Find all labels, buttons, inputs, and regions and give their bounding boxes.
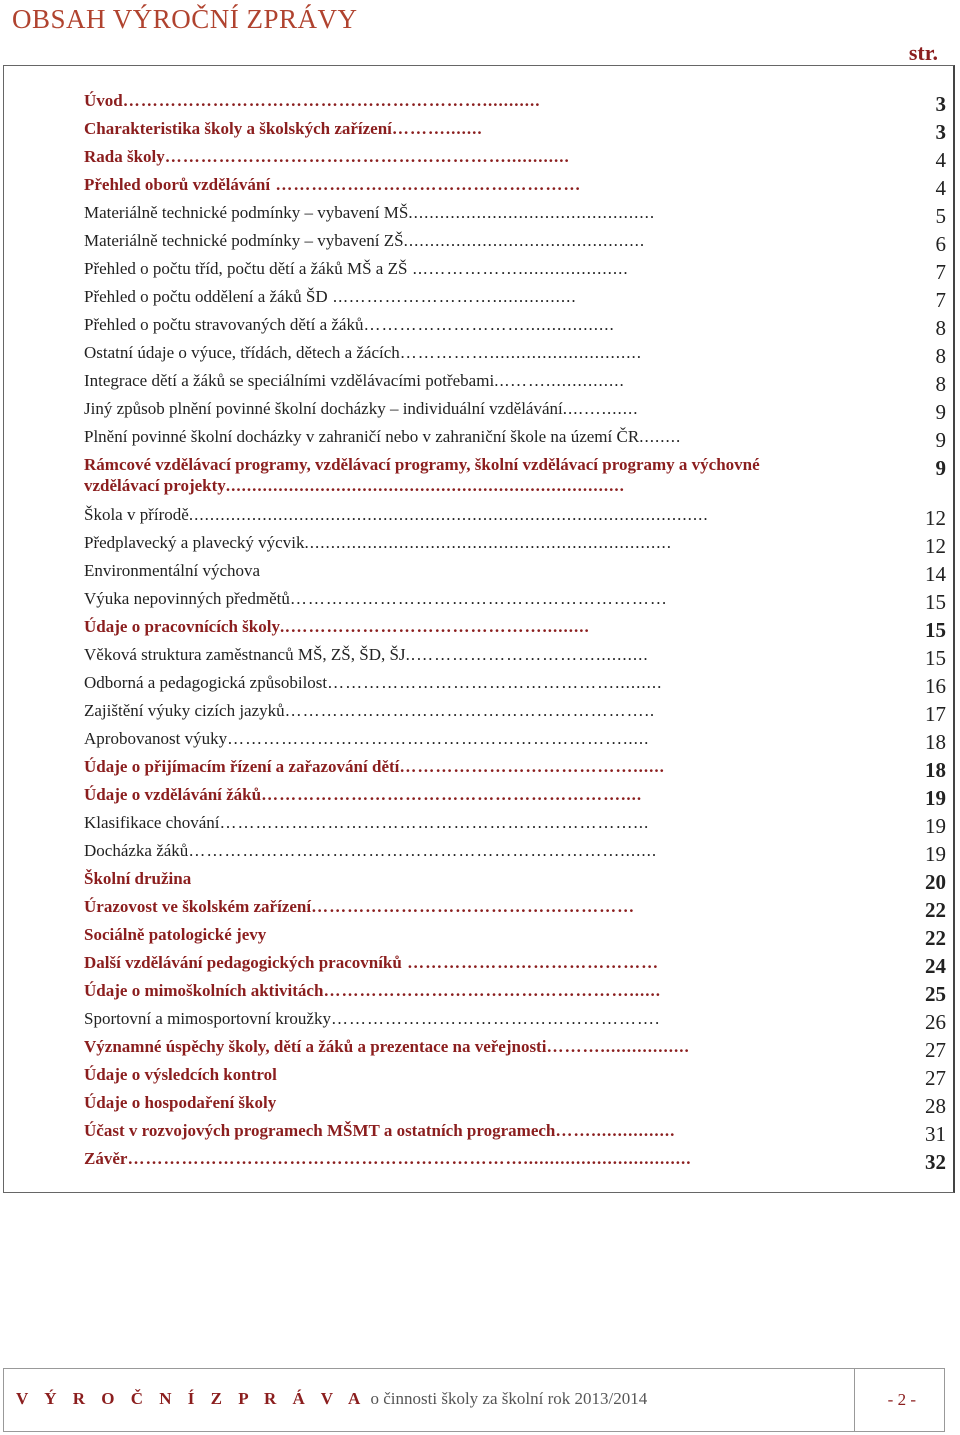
toc-entry-leader: ..…………………………..........	[405, 645, 649, 664]
toc-entry-label: Údaje o vzdělávání žáků	[84, 785, 262, 804]
toc-entry-title	[84, 146, 819, 167]
toc-entry[interactable]	[84, 258, 946, 286]
toc-entry-leader: ……………………………………………………....	[261, 785, 643, 804]
toc-entry-leader: ……………………………………………………………...	[219, 813, 650, 832]
toc-entry-label: Údaje o přijímacím řízení a zařazování dětí	[84, 757, 400, 776]
toc-entry-leader: ............................................................................	[225, 476, 625, 495]
footer-report-title: V Ý R O Č N Í Z P R Á V A	[16, 1389, 367, 1408]
toc-entry[interactable]	[84, 314, 946, 342]
toc-entry-title	[84, 258, 819, 279]
toc-entry-leader: ……….................	[546, 1037, 690, 1056]
toc-entry-title	[84, 728, 819, 749]
toc-entry-label: Výuka nepovinných předmětů	[84, 589, 290, 608]
toc-entry-leader: ……………………………………………......	[323, 981, 661, 1000]
toc-entry-label: Údaje o pracovnících školy	[84, 617, 280, 636]
toc-entry[interactable]	[84, 342, 946, 370]
toc-entry-title	[84, 700, 819, 721]
toc-entry-label: Sportovní a mimosportovní kroužky	[84, 1009, 331, 1028]
toc-entry-title	[84, 532, 819, 553]
toc-entry-title	[84, 924, 819, 945]
toc-entry[interactable]	[84, 286, 946, 314]
toc-entry-title	[84, 504, 819, 525]
toc-entry[interactable]	[84, 504, 946, 532]
toc-entry-page: 16	[925, 674, 946, 698]
toc-entry-label: Úrazovost ve školském zařízení	[84, 897, 312, 916]
toc-entry-title	[84, 812, 819, 833]
toc-entry-label: Přehled o počtu oddělení a žáků ŠD	[84, 287, 328, 306]
toc-entry[interactable]	[84, 868, 946, 896]
toc-entry-page: 32	[925, 1150, 946, 1174]
toc-entry[interactable]	[84, 560, 946, 588]
toc-entry-title	[84, 868, 819, 889]
toc-entry-title	[84, 672, 819, 693]
toc-entry-leader: ..............................................	[403, 231, 646, 250]
toc-entry-label: Rada školy	[84, 147, 165, 166]
toc-entry-page: 8	[935, 316, 946, 340]
toc-entry-page: 14	[925, 562, 946, 586]
toc-entry-title	[84, 1120, 819, 1141]
toc-entry[interactable]	[84, 90, 946, 118]
toc-entry-page: 19	[925, 814, 946, 838]
toc-entry-title	[84, 426, 819, 447]
toc-entry-label: Údaje o mimoškolních aktivitách	[84, 981, 324, 1000]
toc-entry-leader: …………………………………………………………................................	[127, 1149, 692, 1168]
toc-entry-title	[84, 314, 819, 335]
toc-entry-page: 6	[935, 232, 946, 256]
toc-entry-title	[84, 980, 819, 1001]
toc-entry[interactable]	[84, 588, 946, 616]
toc-entry-label: Plnění povinné školní docházky v zahraničí nebo v zahraniční škole na území ČR	[84, 427, 640, 446]
toc-entry[interactable]	[84, 1120, 946, 1148]
toc-entry-page: 4	[935, 148, 946, 172]
toc-entry-leader: ……………………….................	[363, 315, 615, 334]
toc-entry-page: 25	[925, 982, 946, 1006]
toc-entry-page: 12	[925, 506, 946, 530]
toc-entry-label: Věková struktura zaměstnanců MŠ, ZŠ, ŠD, ŠJ	[84, 645, 406, 664]
footer-label	[16, 1389, 647, 1409]
toc-entry[interactable]	[84, 980, 946, 1008]
toc-entry-title	[84, 230, 819, 251]
toc-entry-label: Účast v rozvojových programech MŠMT a ostatních programech	[84, 1121, 556, 1140]
toc-entry-label: Aprobovanost výuky	[84, 729, 228, 748]
toc-entry[interactable]	[84, 1148, 946, 1176]
toc-entry-title	[84, 840, 819, 861]
toc-entry-leader: ……….......	[391, 119, 483, 138]
toc-entry-leader: ……………………………………………	[270, 175, 582, 194]
toc-entry-page: 19	[925, 786, 946, 810]
toc-entry-leader: ………………………………………………	[311, 897, 636, 916]
toc-entry-label: Environmentální výchova	[84, 561, 261, 580]
toc-entry-page: 15	[925, 646, 946, 670]
toc-entry-page: 9	[935, 428, 946, 452]
toc-entry-label: Materiálně technické podmínky – vybavení MŠ	[84, 203, 409, 222]
toc-entry-page: 9	[935, 456, 946, 480]
toc-entry[interactable]	[84, 812, 946, 840]
toc-entry-label: Další vzdělávání pedagogických pracovníků	[84, 953, 402, 972]
toc-entry-title	[84, 202, 819, 223]
toc-entry-page: 8	[935, 344, 946, 368]
toc-entry-title	[84, 1148, 819, 1169]
toc-entry[interactable]	[84, 700, 946, 728]
toc-entry[interactable]	[84, 616, 946, 644]
toc-entry-label: Charakteristika školy a školských zařízení	[84, 119, 392, 138]
toc-entry-label: Závěr	[84, 1149, 128, 1168]
toc-entry[interactable]	[84, 1092, 946, 1120]
toc-entry-label: Docházka žáků	[84, 841, 189, 860]
toc-entry-label: Ostatní údaje o výuce, třídách, dětech a žácích	[84, 343, 400, 362]
toc-entry-label: Školní družina	[84, 869, 192, 888]
toc-entry[interactable]	[84, 896, 946, 924]
toc-entry-title	[84, 588, 819, 609]
toc-entry[interactable]	[84, 924, 946, 952]
toc-entry-page: 15	[925, 590, 946, 614]
toc-entry-title	[84, 756, 819, 777]
toc-entry-label: Přehled o počtu tříd, počtu dětí a žáků MŠ a ZŠ	[84, 259, 408, 278]
toc-entry-label: Přehled o počtu stravovaných dětí a žáků	[84, 315, 364, 334]
toc-entry-leader: ...…………….....................	[407, 259, 629, 278]
toc-entry-page: 12	[925, 534, 946, 558]
toc-entry-title	[84, 454, 819, 496]
toc-entry[interactable]	[84, 202, 946, 230]
toc-entry-title	[84, 616, 819, 637]
toc-entry-leader: ...............................................	[408, 203, 656, 222]
toc-entry-title	[84, 90, 819, 111]
toc-entry-leader: …………….............................	[399, 343, 643, 362]
toc-entry-page: 3	[935, 92, 946, 116]
toc-entry[interactable]	[84, 784, 946, 812]
toc-entry-label: Materiálně technické podmínky – vybavení ZŠ	[84, 231, 404, 250]
toc-entry-title	[84, 370, 819, 391]
toc-entry-label: Integrace dětí a žáků se speciálními vzdělávacími potřebami	[84, 371, 495, 390]
toc-entry-page: 22	[925, 926, 946, 950]
toc-entry-page: 28	[925, 1094, 946, 1118]
toc-entry-page: 24	[925, 954, 946, 978]
toc-entry[interactable]	[84, 454, 946, 504]
toc-entry[interactable]	[84, 398, 946, 426]
toc-entry-page: 27	[925, 1066, 946, 1090]
toc-entry-page: 8	[935, 372, 946, 396]
toc-entry[interactable]	[84, 1064, 946, 1092]
toc-entry-page: 18	[925, 758, 946, 782]
toc-entry[interactable]	[84, 146, 946, 174]
toc-entry-title	[84, 1036, 819, 1057]
footer	[3, 1368, 945, 1432]
toc-entry-page: 26	[925, 1010, 946, 1034]
toc-entry-leader: ……………………………………………………………….......	[188, 841, 658, 860]
toc-entry-leader: ....….......	[562, 399, 639, 418]
toc-entry-label: Odborná a pedagogická způsobilost	[84, 673, 328, 692]
toc-entry-page: 17	[925, 702, 946, 726]
toc-entry-title	[84, 1092, 819, 1113]
toc-entry-leader: ........	[639, 427, 682, 446]
toc-entry-label: Předplavecký a plavecký výcvik	[84, 533, 305, 552]
toc-entry-page: 7	[935, 288, 946, 312]
toc-entry-page: 7	[935, 260, 946, 284]
toc-entry-title	[84, 1008, 819, 1029]
toc-entry-title	[84, 560, 819, 581]
toc-entry-leader: ……………………………………………………..	[284, 701, 656, 720]
page-column-label: str.	[908, 40, 938, 65]
toc-entry[interactable]	[84, 840, 946, 868]
toc-entry-page: 4	[935, 176, 946, 200]
toc-entry-label: Sociálně patologické jevy	[84, 925, 267, 944]
toc-entry[interactable]	[84, 426, 946, 454]
toc-entry-title	[84, 286, 819, 307]
toc-entry[interactable]	[84, 952, 946, 980]
toc-entry-label: Škola v přírodě	[84, 505, 189, 524]
toc-entry-page: 9	[935, 400, 946, 424]
toc-entry-title	[84, 1064, 819, 1085]
toc-list	[84, 90, 946, 1176]
toc-entry-title	[84, 784, 819, 805]
toc-entry[interactable]	[84, 672, 946, 700]
toc-entry-page: 5	[935, 204, 946, 228]
toc-entry-page: 18	[925, 730, 946, 754]
toc-entry-title	[84, 896, 819, 917]
toc-entry-label: Zajištění výuky cizích jazyků	[84, 701, 285, 720]
toc-entry-page: 20	[925, 870, 946, 894]
toc-entry-leader: ...……...............	[494, 371, 625, 390]
footer-divider	[854, 1369, 855, 1431]
toc-entry-page: 15	[925, 618, 946, 642]
toc-entry-label: Klasifikace chování	[84, 813, 220, 832]
toc-entry-leader: ……………………………………	[401, 953, 660, 972]
toc-entry[interactable]	[84, 230, 946, 258]
toc-entry-title	[84, 174, 819, 195]
toc-entry[interactable]	[84, 174, 946, 202]
toc-entry-leader: ..…………………………………….........	[279, 617, 590, 636]
toc-entry[interactable]	[84, 370, 946, 398]
toc-entry-page: 22	[925, 898, 946, 922]
toc-entry-title	[84, 342, 819, 363]
page-title: OBSAH VÝROČNÍ ZPRÁVY	[12, 4, 358, 34]
toc-entry-leader: ……................	[555, 1121, 676, 1140]
toc-entry-label: Rámcové vzdělávací programy, vzdělávací programy, školní vzdělávací programy a výchovné vzdělávací projekty	[84, 455, 760, 495]
toc-entry-leader: ………………………………………………………	[289, 589, 668, 608]
toc-entry-leader: ……………………………………………….	[330, 1009, 661, 1028]
toc-entry-title	[84, 118, 819, 139]
toc-entry[interactable]	[84, 1008, 946, 1036]
toc-entry-page: 27	[925, 1038, 946, 1062]
toc-entry-leader: ......................................................................	[304, 533, 672, 552]
toc-box	[3, 65, 955, 1193]
toc-entry-leader: ……………………………………………………...........	[122, 91, 541, 110]
toc-entry-leader: ………………………………………….........	[327, 673, 663, 692]
toc-entry-leader: …………………………………………………............	[164, 147, 570, 166]
toc-entry-page: 19	[925, 842, 946, 866]
toc-entry[interactable]	[84, 644, 946, 672]
toc-entry-page: 3	[935, 120, 946, 144]
toc-entry-leader: …………………………………......	[399, 757, 665, 776]
toc-entry-label: Jiný způsob plnění povinné školní docházky – individuální vzdělávání	[84, 399, 563, 418]
toc-entry[interactable]	[84, 1036, 946, 1064]
toc-entry-title	[84, 398, 819, 419]
toc-entry-page: 31	[925, 1122, 946, 1146]
toc-entry[interactable]	[84, 532, 946, 560]
footer-report-subtitle: o činnosti školy za školní rok 2013/2014	[370, 1389, 648, 1408]
toc-entry-title	[84, 952, 819, 973]
footer-page-number: - 2 -	[887, 1390, 916, 1409]
toc-entry[interactable]	[84, 756, 946, 784]
toc-entry[interactable]	[84, 728, 946, 756]
toc-entry-leader: ...……………………................	[327, 287, 577, 306]
toc-entry-title	[84, 644, 819, 665]
toc-entry-label: Údaje o výsledcích kontrol	[84, 1065, 277, 1084]
toc-entry-leader: ...................................................................................................	[188, 505, 709, 524]
toc-entry-label: Přehled oborů vzdělávání	[84, 175, 271, 194]
toc-entry-leader: ………………………………………………………….....	[227, 729, 650, 748]
toc-entry[interactable]	[84, 118, 946, 146]
toc-entry-label: Úvod	[84, 91, 123, 110]
toc-entry-label: Údaje o hospodaření školy	[84, 1093, 277, 1112]
toc-entry-label: Významné úspěchy školy, dětí a žáků a prezentace na veřejnosti	[84, 1037, 547, 1056]
